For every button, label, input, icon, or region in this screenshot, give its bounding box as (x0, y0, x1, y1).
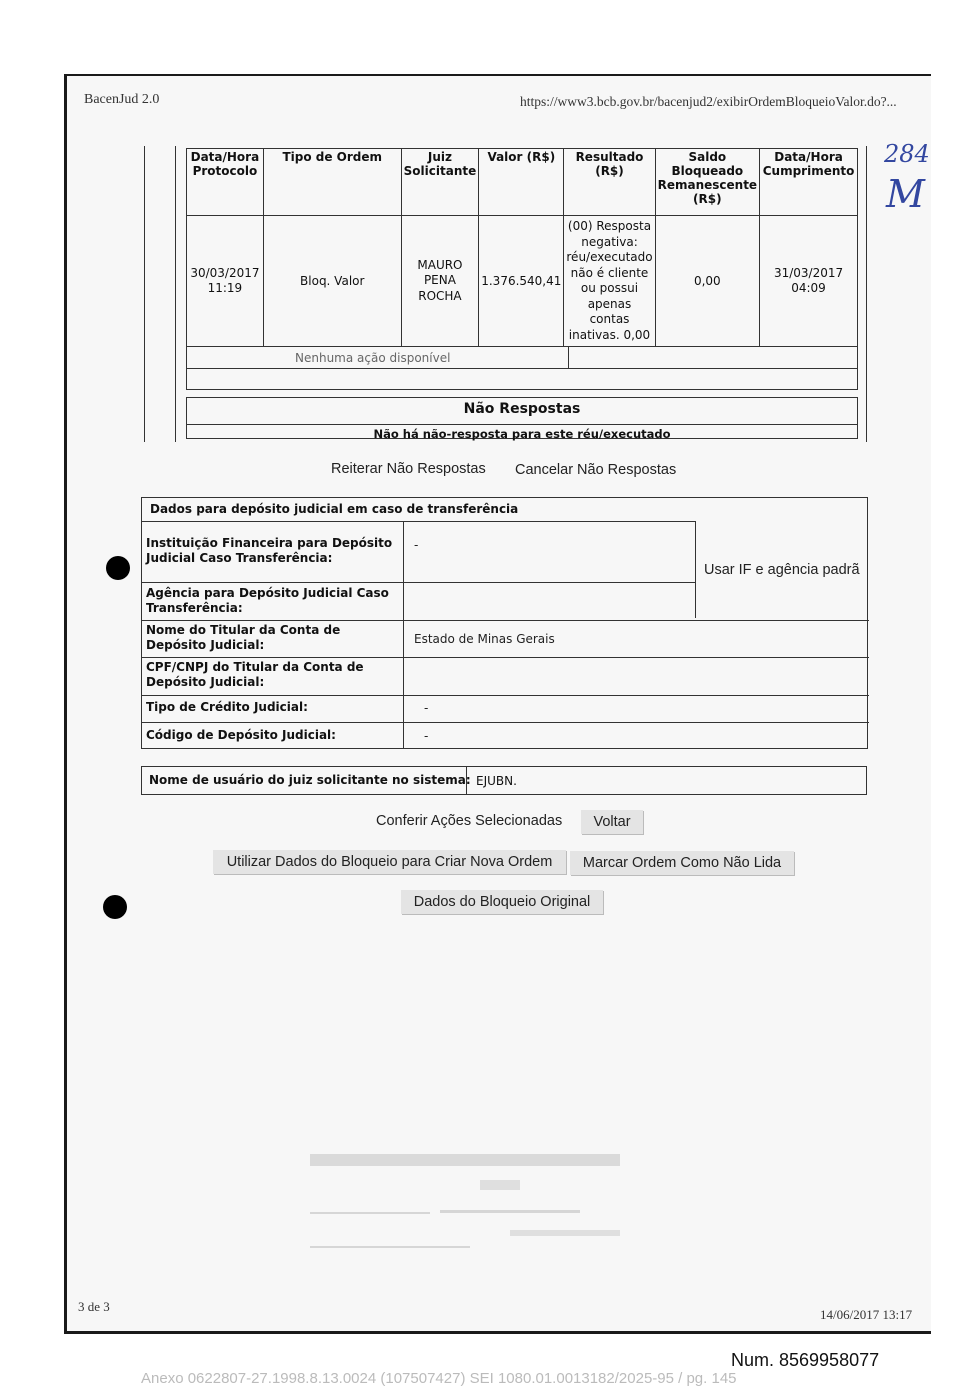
instituicao-label: Instituição Financeira para Depósito Judicial Caso Transferência: (146, 536, 393, 565)
bleed-through-stamp (310, 1150, 630, 1270)
cpf-label: CPF/CNPJ do Titular da Conta de Depósito Judicial: (146, 660, 364, 689)
table-header-row (187, 149, 858, 216)
nao-respostas-title: Não Respostas (463, 401, 581, 417)
codigo-label: Código de Depósito Judicial: (146, 728, 336, 742)
frame-line (144, 146, 145, 442)
nao-respostas-panel (186, 397, 858, 439)
punch-hole-icon (106, 556, 130, 580)
app-title: BacenJud 2.0 (84, 92, 160, 107)
usuario-juiz-row (141, 766, 867, 795)
agencia-label: Agência para Depósito Judicial Caso Transferência: (146, 586, 389, 615)
handwritten-folio-number: 284 (884, 140, 930, 168)
deposito-row-instituicao (142, 521, 696, 565)
deposito-row-cpf (142, 657, 869, 689)
usuario-juiz-label: Nome de usuário do juiz solicitante no sistema: (149, 773, 471, 787)
anexo-footer: Anexo 0622807-27.1998.8.13.0024 (107507427) SEI 1080.01.0013182/2025-95 / pg. 145 (141, 1370, 737, 1387)
page-url: https://www3.bcb.gov.br/bacenjud2/exibirOrdemBloqueioValor.do?... (520, 94, 897, 109)
nao-respostas-message: Não há não-resposta para este réu/executado (187, 424, 857, 441)
divider (466, 767, 467, 794)
titular-value[interactable]: Estado de Minas Gerais (414, 632, 555, 646)
cell-tipo: Bloq. Valor (263, 216, 401, 347)
no-action-text: Nenhuma ação disponível (295, 351, 451, 365)
cancelar-nao-respostas-link[interactable]: Cancelar Não Respostas (515, 462, 677, 478)
col-header: Data/Hora Protocolo (187, 149, 264, 216)
reiterar-nao-respostas-link[interactable]: Reiterar Não Respostas (331, 461, 486, 477)
tipo-credito-value[interactable]: - (424, 701, 429, 715)
results-table (186, 148, 858, 347)
usuario-juiz-value: EJUBN. (476, 774, 517, 788)
dados-bloqueio-original-button[interactable]: Dados do Bloqueio Original (401, 890, 603, 914)
usar-if-agencia-button[interactable]: Usar IF e agência padrã (704, 562, 860, 578)
deposito-row-tipo-credito (142, 695, 869, 715)
utilizar-dados-bloqueio-button[interactable]: Utilizar Dados do Bloqueio para Criar Nova Ordem (213, 850, 566, 874)
conferir-acoes-link[interactable]: Conferir Ações Selecionadas (376, 813, 563, 829)
frame-line (175, 146, 176, 442)
frame-line (866, 146, 867, 442)
document-number: Num. 8569958077 (731, 1350, 880, 1370)
deposito-title: Dados para depósito judicial em caso de transferência (150, 502, 519, 516)
col-header: Saldo Bloqueado Remanescente (R$) (655, 149, 759, 216)
page-count: 3 de 3 (78, 1299, 110, 1314)
codigo-value[interactable]: - (424, 729, 429, 743)
handwritten-initials: M (886, 172, 925, 216)
cell-cumprimento: 31/03/2017 04:09 (760, 216, 858, 347)
cell-saldo: 0,00 (655, 216, 759, 347)
titular-label: Nome do Titular da Conta de Depósito Judicial: (146, 623, 341, 652)
instituicao-value[interactable]: - (414, 538, 419, 552)
table-row (187, 216, 858, 347)
marcar-nao-lida-button[interactable]: Marcar Ordem Como Não Lida (570, 851, 794, 875)
cell-juiz: MAURO PENA ROCHA (401, 216, 479, 347)
col-header: Juiz Solicitante (401, 149, 479, 216)
cell-valor: 1.376.540,41 (479, 216, 564, 347)
tipo-credito-label: Tipo de Crédito Judicial: (146, 700, 308, 714)
voltar-button[interactable]: Voltar (581, 810, 643, 834)
col-header: Data/Hora Cumprimento (760, 149, 858, 216)
punch-hole-icon (103, 895, 127, 919)
divider (568, 347, 569, 369)
column-divider (403, 521, 404, 748)
col-header: Valor (R$) (479, 149, 564, 216)
deposito-row-codigo (142, 722, 869, 743)
col-header: Tipo de Ordem (263, 149, 401, 216)
no-action-row (186, 347, 858, 369)
col-header: Resultado (R$) (564, 149, 655, 216)
print-timestamp: 14/06/2017 13:17 (820, 1307, 913, 1322)
deposito-row-agencia (142, 582, 696, 615)
deposito-row-titular (142, 620, 869, 652)
usar-if-agencia-cell (695, 521, 867, 618)
cell-protocolo: 30/03/2017 11:19 (187, 216, 264, 347)
blank-row (186, 369, 858, 390)
cell-resultado: (00) Resposta negativa: réu/executado não é cliente ou possui apenas contas inativas. 0,00 (564, 216, 655, 347)
